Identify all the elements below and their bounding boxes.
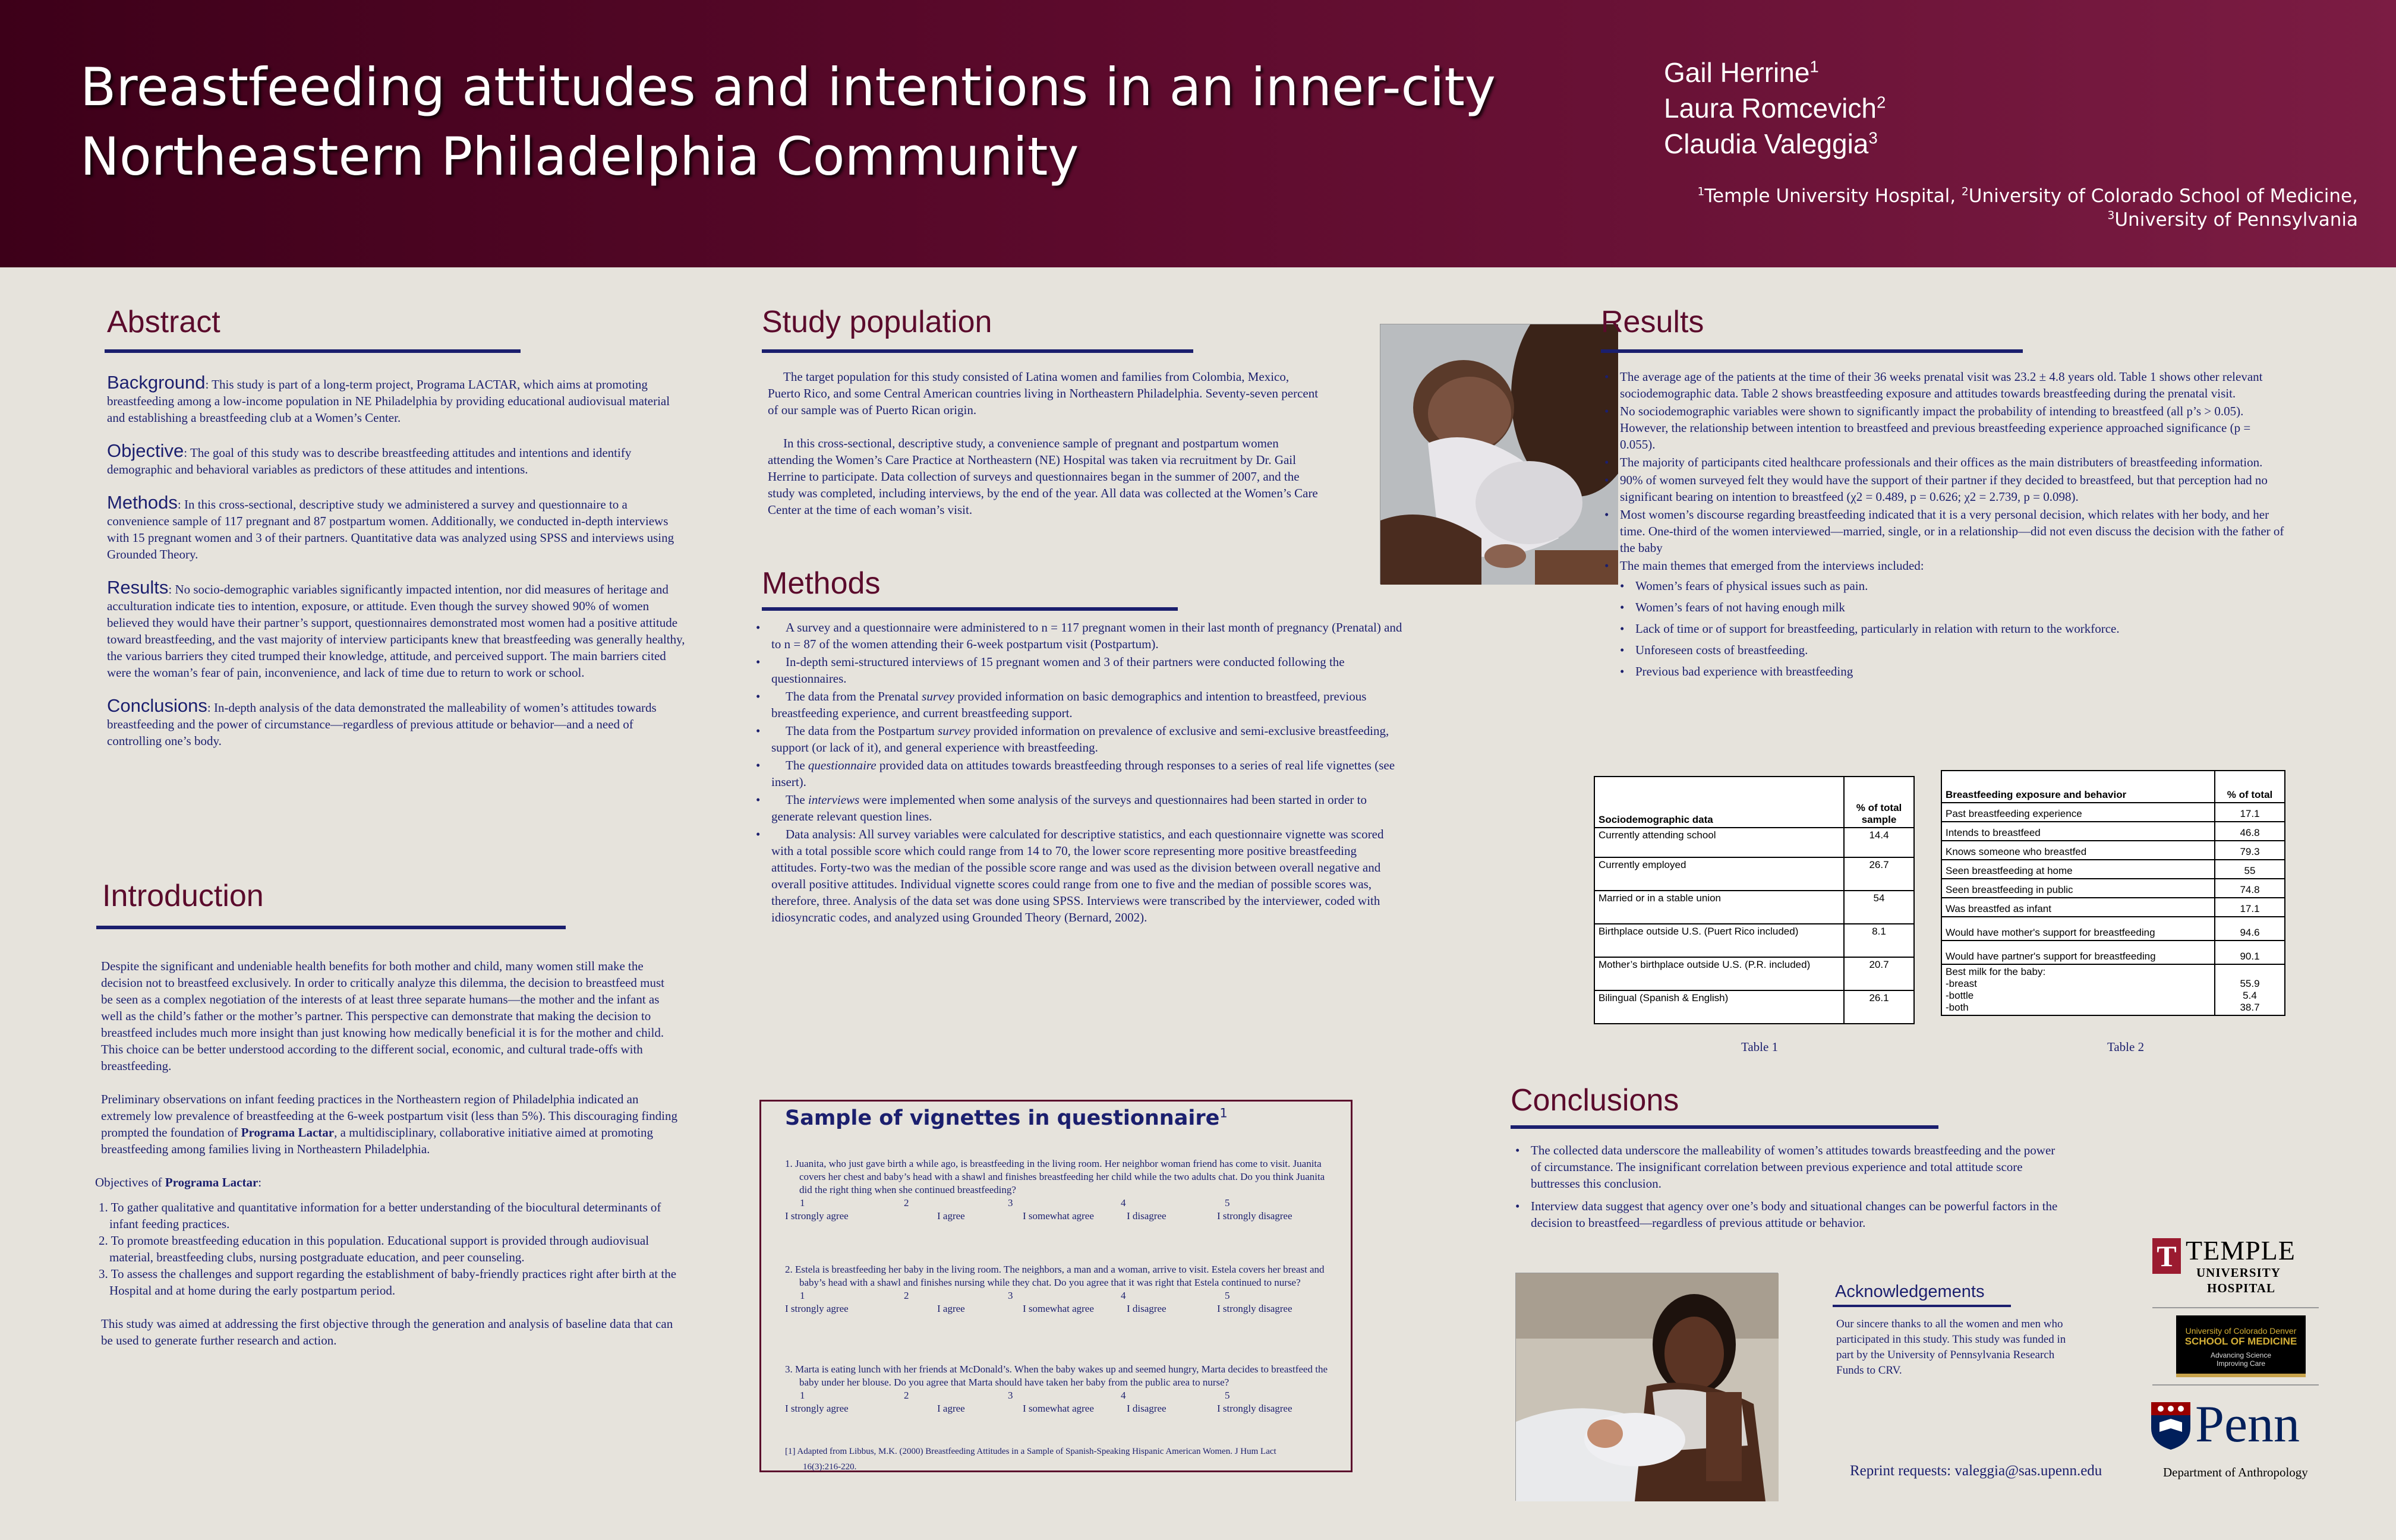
scale-numbers: 1 2 3 4 5 [800,1290,1230,1301]
penn-logo [2150,1396,2328,1459]
breastfeeding-photo [1380,324,1618,584]
abstract-conclusions: Conclusions: In-depth analysis of the data demonstrated the malleability of women’s attitudes towards breastfeeding and the power of circumstance—regardless of previous attitude or behavior—and a need of controlling one’s body. [107,695,657,748]
intro-objectives-lead: Objectives of Programa Lactar: [95,1175,262,1189]
penn-wordmark: Penn [2195,1396,2300,1453]
study-paragraph: In this cross-sectional, descriptive study, a convenience sample of pregnant and postpartum women attending the Women’s Care Practice at Northeastern (NE) Hospital was taken via recruitment by Dr. Gail Herrine to participate. Data collection of surveys and questionnaires began in the summer of 2007, and the study was completed, including interviews, by the end of the year. All data was collected at the Women’s Care Center at the time of each woman’s visit. [768,436,1318,517]
introduction-body [95,958,677,1365]
theme-item: • Lack of time or of support for breastfeeding, particularly in relation with return to the workforce. [1604,620,2288,637]
table-header-cell: Breastfeeding exposure and behavior [1941,771,2215,803]
results-heading: Results [1601,305,1704,339]
table-row: Currently employed 26.7 [1594,857,1914,891]
author: Laura Romcevich$^2$ [1664,93,1886,124]
vignette-question [785,1363,1332,1415]
intro-paragraph: Despite the significant and undeniable health benefits for both mother and child, many women still make the decision not to breastfeed exclusively. In order to critically analyze this dilemma, the decision to breastfeed must be seen as a complex negotiation of the interests of at least three separate humans—the mother and the infant as well as the child’s father or the mother’s partner. This perspective can demonstrate that making the decision to breastfeed includes much more insight than just knowing how medically beneficial it is for the mother and child. This choice can be better understood according to the different social, economic, and cultural trade-offs with breastfeeding. [101,959,664,1073]
table-1-caption: Table 1 [1741,1040,1779,1054]
mother-newborn-photo-image [1516,1273,1779,1501]
cu-logo-line: Advancing Science [2210,1351,2272,1359]
methods-heading: Methods [762,566,881,601]
methods-item: • Data analysis: All survey variables were calculated for descriptive statistics, and each questionnaire vignette was scored with a total possible score which could range from 14 to 70, the lower score representing more positive breastfeeding attitudes. Forty-two was the median of the possible score range and was used as the division between overall negative and overall positive attitudes. Individual vignette scores could range from one to five and the median of possible scores was, therefore, three. Analysis of the data set was done using SPSS. Interviews were transcribed by the interviewer, coded with idiosyncratic codes, and analyzed using Grounded Theory (Bernard, 2002). [756,826,1404,926]
abstract-methods: Methods: In this cross-sectional, descriptive study we administered a survey and questionnaire to a convenience sample of 117 pregnant and 87 postpartum women. Additionally, we conducted in-depth interviews with 15 pregnant women and 3 of their partners. Quantitative data was analyzed using SPSS and interviews using Grounded Theory. [107,492,674,561]
study-paragraph: The target population for this study consisted of Latina women and families from Colombia, Mexico, Puerto Rico, and some Central American countries living in Northeastern Philadelphia. Seventy-seven percent of our sample was of Puerto Rican origin. [768,370,1319,417]
vignette-text: 3. Marta is eating lunch with her friends at McDonald’s. When the baby wakes up and seemed hungry, Marta decides to breastfeed the baby under her blouse. Do you agree that Marta should have taken her baby from the public area to nurse? [785,1364,1328,1388]
methods-item: • The interviews were implemented when some analysis of the surveys and questionnaires had been started in order to generate relevant question lines. [756,791,1404,825]
scale-numbers: 1 2 3 4 5 [800,1197,1230,1208]
theme-item: • Previous bad experience with breastfeeding [1604,663,2288,680]
study-population-rule [762,349,1193,353]
table-row: Best milk for the baby: -breast -bottle -both 55.9 5.4 38.7 [1941,964,2285,1015]
poster-header [0,0,2396,267]
methods-item: • A survey and a questionnaire were administered to n = 117 pregnant women in their last month of pregnancy (Prenatal) and to n = 87 of the women attending their 6-week postpartum visit (Postpartum). [756,619,1404,652]
table-row: Was breastfed as infant 17.1 [1941,898,2285,917]
methods-item: • The data from the Postpartum survey provided information on prevalence of exclusive and semi-exclusive breastfeeding, support (or lack of it), and general experience with breastfeeding. [756,722,1404,756]
theme-item: • Unforeseen costs of breastfeeding. [1604,642,2288,658]
table-row: Currently attending school 14.4 [1594,828,1914,857]
results-item: • The average age of the patients at the time of their 36 weeks prenatal visit was 23.2 ± 4.8 years old. Table 1 shows other relevant sociodemographic data. Table 2 shows breastfeeding exposure and attitudes towards breastfeeding during the prenatal visit. [1604,368,2288,402]
acknowledgements-body: Our sincere thanks to all the women and men who participated in this study. This study was funded in part by the University of Pennsylvania Research Funds to CRV. [1836,1318,2066,1377]
title-line-2: Northeastern Philadelphia Community [80,126,1079,187]
penn-shield-icon [2150,1401,2192,1451]
results-item: • 90% of women surveyed felt they would have the support of their partner if they decided to breastfeed, but that perception had no significant bearing on intention to breastfeed (χ2 = 0.489, p = 0.626; χ2 = 2.739, p = 0.098). [1604,472,2288,505]
intro-objective-item: 3. To assess the challenges and support regarding the establishment of baby-friendly practices right after birth at the Hospital and at home during the early postpartum period. [99,1267,677,1298]
author: Claudia Valeggia$^3$ [1664,128,1878,159]
abstract-background: Background: This study is part of a long-term project, Programa LACTAR, which aims at promoting breastfeeding among a low-income population in NE Philadelphia by providing educational audiovisual material and establishing a breastfeeding club at a Women’s Center. [107,372,670,425]
temple-logo-word: TEMPLE [2186,1235,2296,1266]
table-header-row [1594,777,1914,828]
table-row: Seen breastfeeding in public 74.8 [1941,879,2285,898]
methods-body [756,619,1404,927]
conclusions-item: • Interview data suggest that agency over one’s body and situational changes can be powerful factors in the decision to breastfeed—regardless of previous attitude or behavior. [1515,1198,2062,1231]
introduction-heading: Introduction [102,879,264,913]
cu-logo-line: SCHOOL OF MEDICINE [2184,1336,2297,1347]
breastfeeding-photo-image [1380,324,1618,585]
vignette-question [785,1263,1332,1315]
table-row: Knows someone who breastfed 79.3 [1941,841,2285,860]
results-item: • No sociodemographic variables were shown to significantly impact the probability of intending to breastfeed (all p’s > 0.05). However, the relationship between intention to breastfeed and previous breastfeeding experience approached significance (p = 0.055). [1604,403,2288,453]
methods-item: • The questionnaire provided data on attitudes towards breastfeeding through responses to a series of real life vignettes (see insert). [756,757,1404,790]
intro-objective-item: 2. To promote breastfeeding education in this population. Educational support is provided through audiovisual material, breastfeeding clubs, nursing postgraduate education, and peer counseling. [99,1233,650,1264]
table-row: Past breastfeeding experience 17.1 [1941,803,2285,822]
temple-mark-icon: T [2152,1238,2181,1274]
temple-logo-line: HOSPITAL [2207,1281,2275,1295]
table-header-cell: % of total [2215,771,2285,803]
conclusions-item: • The collected data underscore the malleability of women’s attitudes towards breastfeeding and the power of circumstance. The insignificant correlation between previous experience and total attitude score buttresses this conclusion. [1515,1142,2062,1192]
author-list [1664,55,1886,162]
introduction-rule [96,926,566,929]
cu-denver-logo [2176,1315,2306,1377]
results-item: • Most women’s discourse regarding breastfeeding indicated that it is a very personal decision, which relates with her body, and her time. One-third of the women interviewed—married, single, or in a relationship—did not even discuss the decision with the father of the baby [1604,506,2288,556]
vignette-question [785,1157,1332,1223]
logo-divider [2152,1384,2319,1386]
intro-paragraph: This study was aimed at addressing the first objective through the generation and analysis of baseline data that can be used to generate further research and action. [101,1317,673,1348]
cu-logo-line: University of Colorado Denver [2185,1326,2297,1336]
scale-numbers: 1 2 3 4 5 [800,1390,1230,1401]
title-line-1: Breastfeeding attitudes and intentions in an inner-city [80,56,1496,118]
theme-item: • Women’s fears of not having enough milk [1604,599,2288,616]
table-header-row [1941,771,2285,803]
vignettes-title: Sample of vignettes in questionnaire$^1$ [785,1106,1228,1130]
vignettes-box [759,1100,1353,1472]
table-header-cell: Sociodemographic data [1594,777,1844,828]
reprint-requests: Reprint requests: valeggia@sas.upenn.edu [1850,1463,2102,1479]
table-row: Would have mother's support for breastfeeding 94.6 [1941,917,2285,941]
table-row: Mother’s birthplace outside U.S. (P.R. included) 20.7 [1594,957,1914,990]
methods-item: • In-depth semi-structured interviews of 15 pregnant women and 3 of their partners were conducted following the questionnaires. [756,654,1404,687]
table-row: Married or in a stable union 54 [1594,891,1914,924]
abstract-results: Results: No socio-demographic variables significantly impacted intention, nor did measures of heritage and acculturation indicate ties to intention, exposure, or attitude. Even though the survey showed 90% of women believed they would have their partner’s support, questionnaires demonstrated most women had a positive attitude toward breastfeeding, and the vast majority of interview participants knew that breastfeeding was generally healthy, the various barriers they cited trumped their knowledge, attitude, and perceived support. The main barriers cited were the woman’s fear of pain, inconvenience, and lack of time due to return to work or school. [107,577,685,680]
table-2-caption: Table 2 [2107,1040,2145,1054]
scale-labels: I strongly agree I agree I somewhat agree I disagree I strongly disagree [785,1403,1292,1414]
table-header-cell: % of total sample [1844,777,1914,828]
sociodemographic-table [1594,776,1915,1024]
conclusions-body [1515,1142,2062,1232]
table-row: Would have partner's support for breastfeeding 90.1 [1941,941,2285,964]
study-population-heading: Study population [762,305,992,339]
vignettes-footnote: [1] Adapted from Libbus, M.K. (2000) Breastfeeding Attitudes in a Sample of Spanish-Speaking Hispanic American Women. J Hum Lact 16(3):216-220. [785,1447,1276,1472]
scale-labels: I strongly agree I agree I somewhat agree I disagree I strongly disagree [785,1210,1292,1222]
poster-title [80,52,1601,191]
methods-rule [762,607,1178,611]
temple-logo-line: UNIVERSITY [2196,1266,2281,1280]
intro-objective-item: 1. To gather qualitative and quantitative information for a better understanding of the biocultural determinants of infant feeding practices. [99,1200,661,1231]
results-body [1604,368,2288,681]
author: Gail Herrine$^1$ [1664,57,1819,88]
methods-item: • The data from the Prenatal survey provided information on basic demographics and intention to breastfeed, previous breastfeeding experience, and current breastfeeding support. [756,688,1404,721]
results-rule [1601,349,2023,353]
table-row: Intends to breastfeed 46.8 [1941,822,2285,841]
breastfeeding-exposure-table [1941,770,2285,1016]
results-item: • The majority of participants cited healthcare professionals and their offices as the main distributers of breastfeeding information. [1604,454,2288,471]
affiliations: $^1$Temple University Hospital, $^2$University of Colorado School of Medicine, $^3$University of Pennsylvania [1697,185,2358,231]
mother-newborn-photo [1515,1273,1778,1501]
penn-department: Department of Anthropology [2163,1465,2308,1479]
cu-logo-line: Improving Care [2216,1359,2266,1368]
table-row: Birthplace outside U.S. (Puert Rico included) 8.1 [1594,924,1914,957]
results-item: • The main themes that emerged from the interviews included: [1604,557,2288,574]
temple-logo [2152,1235,2319,1300]
acknowledgements-rule [1833,1305,2011,1307]
scale-labels: I strongly agree I agree I somewhat agree I disagree I strongly disagree [785,1303,1292,1314]
abstract-heading: Abstract [107,305,220,339]
study-population-body [768,368,1320,535]
table-row: Bilingual (Spanish & English) 26.1 [1594,990,1914,1024]
vignette-text: 2. Estela is breastfeeding her baby in the living room. The neighbors, a man and a woman, arrive to visit. Estela covers her breast and baby’s head with a shawl and finishes nursing while they chat. Do you agree that it was right that Estela continued to nurse? [785,1264,1325,1288]
acknowledgements-heading: Acknowledgements [1835,1282,1985,1301]
abstract-rule [105,349,521,353]
table-row: Seen breastfeeding at home 55 [1941,860,2285,879]
abstract-objective: Objective: The goal of this study was to describe breastfeeding attitudes and intentions and identify demographic and behavioral variables as predictors of these attitudes and intentions. [107,440,632,476]
conclusions-heading: Conclusions [1511,1083,1679,1118]
vignette-text: 1. Juanita, who just gave birth a while ago, is breastfeeding in the living room. Her neighbor woman friend has come to visit. Juanita covers her chest and baby’s head with a shawl and finishes breastfeeding her child while the two adults chat. Do you think Juanita did the right thing when she continued breastfeeding? [785,1158,1325,1195]
conclusions-rule [1511,1125,1938,1129]
theme-item: • Women’s fears of physical issues such as pain. [1604,578,2288,594]
intro-paragraph: Preliminary observations on infant feeding practices in the Northeastern region of Philadelphia indicated an extremely low prevalence of breastfeeding at the 6-week postpartum visit (less than 5%). This discouraging finding prompted the foundation of Programa Lactar, a multidisciplinary, collaborative initiative aimed at promoting breastfeeding among families living in Northeastern Philadelphia. [101,1092,677,1156]
abstract-body [107,374,686,766]
logo-divider [2152,1307,2319,1308]
